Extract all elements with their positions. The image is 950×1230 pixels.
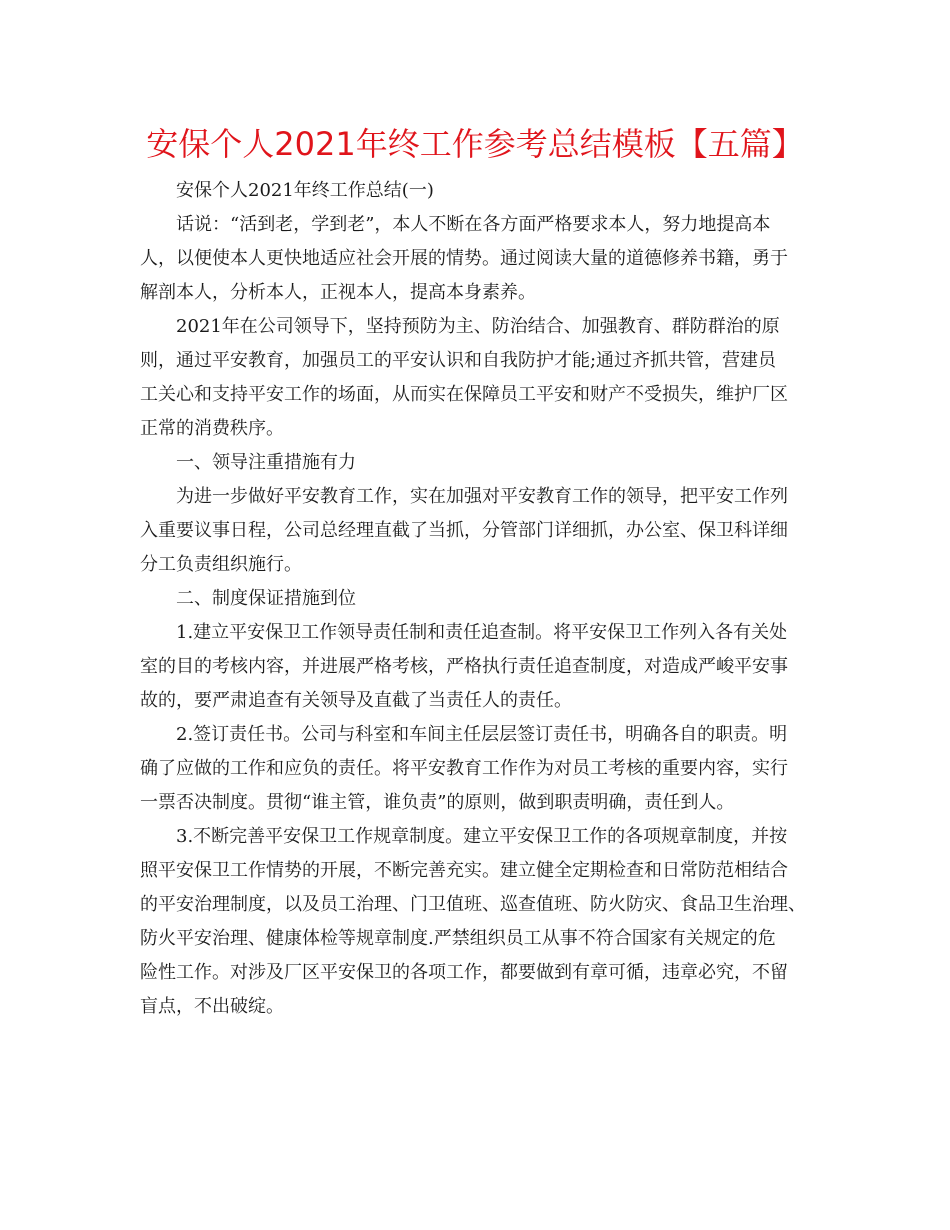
document-body bbox=[140, 174, 820, 1024]
text-line: 正常的消费秩序。 bbox=[140, 418, 284, 439]
text-line: 人，以便使本人更快地适应社会开展的情势。通过阅读大量的道德修养书籍，勇于 bbox=[140, 248, 788, 269]
text-line: 盲点，不出破绽。 bbox=[140, 996, 284, 1017]
text-line: 照平安保卫工作情势的开展，不断完善充实。建立健全定期检查和日常防范相结合 bbox=[140, 860, 788, 881]
text-line: 故的，要严肃追查有关领导及直截了当责任人的责任。 bbox=[140, 690, 572, 711]
section-heading bbox=[140, 446, 820, 480]
document-title: 安保个人2021年终工作参考总结模板【五篇】 bbox=[146, 125, 804, 163]
paragraph bbox=[140, 310, 820, 446]
text-line: 则，通过平安教育，加强员工的平安认识和自我防护才能;通过齐抓共管，营建员 bbox=[140, 350, 777, 371]
section-heading bbox=[140, 582, 820, 616]
paragraph bbox=[140, 718, 820, 820]
text-line: 1.建立平安保卫工作领导责任制和责任追查制。将平安保卫工作列入各有关处 bbox=[176, 622, 788, 643]
text-line: 二、制度保证措施到位 bbox=[176, 588, 356, 609]
text-line: 的平安治理制度，以及员工治理、门卫值班、巡查值班、防火防灾、食品卫生治理、 bbox=[140, 894, 806, 915]
text-line: 解剖本人，分析本人，正视本人，提高本身素养。 bbox=[140, 282, 536, 303]
text-line: 话说：“活到老，学到老”，本人不断在各方面严格要求本人，努力地提高本 bbox=[176, 214, 771, 235]
text-line: 防火平安治理、健康体检等规章制度.严禁组织员工从事不符合国家有关规定的危 bbox=[140, 928, 776, 949]
paragraph bbox=[140, 480, 820, 582]
paragraph bbox=[140, 208, 820, 310]
text-line: 3.不断完善平安保卫工作规章制度。建立平安保卫工作的各项规章制度，并按 bbox=[176, 826, 788, 847]
text-line: 一票否决制度。贯彻“谁主管，谁负责”的原则，做到职责明确，责任到人。 bbox=[140, 792, 735, 813]
text-line: 一、领导注重措施有力 bbox=[176, 452, 356, 473]
text-line: 险性工作。对涉及厂区平安保卫的各项工作，都要做到有章可循，违章必究，不留 bbox=[140, 962, 788, 983]
text-line: 入重要议事日程，公司总经理直截了当抓，分管部门详细抓，办公室、保卫科详细 bbox=[140, 520, 788, 541]
text-line: 2.签订责任书。公司与科室和车间主任层层签订责任书，明确各自的职责。明 bbox=[176, 724, 788, 745]
paragraph bbox=[140, 174, 820, 208]
text-line: 确了应做的工作和应负的责任。将平安教育工作作为对员工考核的重要内容，实行 bbox=[140, 758, 788, 779]
text-line: 为进一步做好平安教育工作，实在加强对平安教育工作的领导，把平安工作列 bbox=[176, 486, 788, 507]
text-line: 室的目的考核内容，并进展严格考核，严格执行责任追查制度，对造成严峻平安事 bbox=[140, 656, 788, 677]
paragraph bbox=[140, 820, 820, 1024]
text-line: 2021年在公司领导下，坚持预防为主、防治结合、加强教育、群防群治的原 bbox=[176, 316, 780, 337]
text-line: 安保个人2021年终工作总结(一) bbox=[176, 180, 434, 201]
paragraph bbox=[140, 616, 820, 718]
text-line: 工关心和支持平安工作的场面，从而实在保障员工平安和财产不受损失，维护厂区 bbox=[140, 384, 788, 405]
text-line: 分工负责组织施行。 bbox=[140, 554, 302, 575]
